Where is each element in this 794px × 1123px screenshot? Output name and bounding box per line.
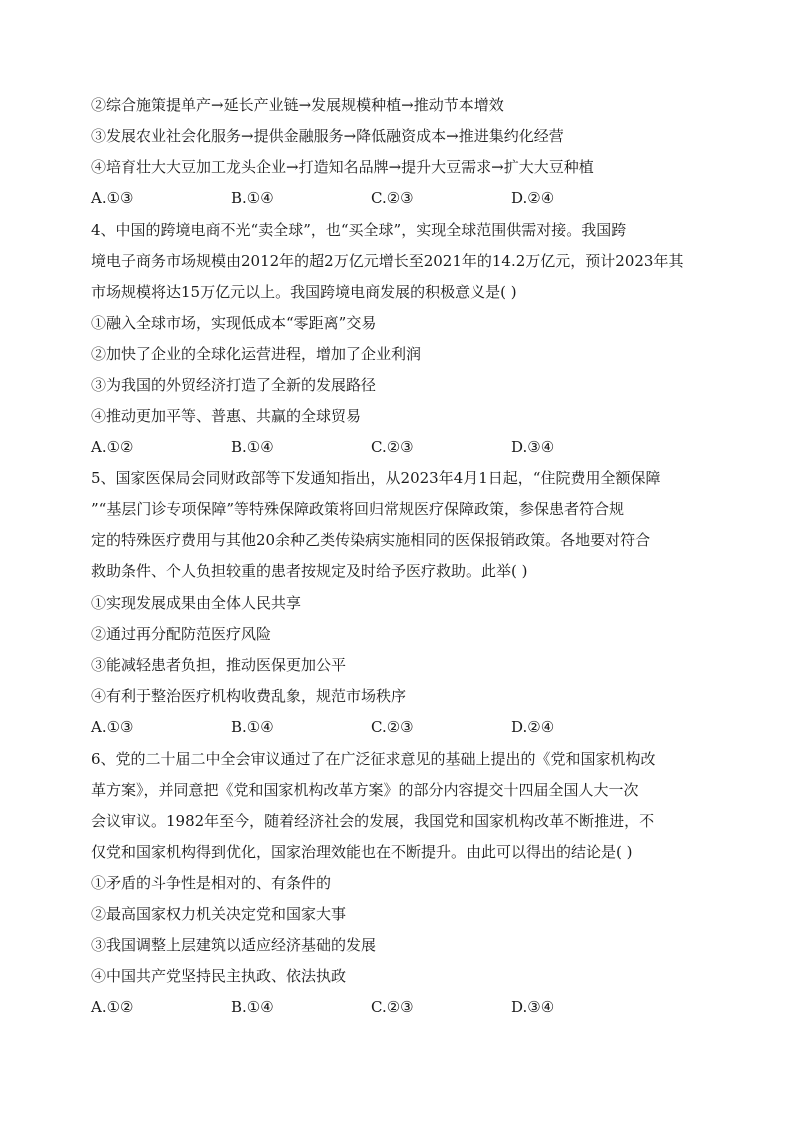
q4-option-d: D.③④ [511, 438, 555, 456]
q5-option-d: D.②④ [511, 718, 555, 736]
q4-choice-4: ④推动更加平等、普惠、共赢的全球贸易 [91, 407, 362, 425]
q4-stem-line-3: 市场规模将达15万亿元以上。我国跨境电商发展的积极意义是( ) [91, 283, 517, 301]
q5-choice-3: ③能减轻患者负担，推动医保更加公平 [91, 656, 347, 674]
q6-stem-line-1: 6、党的二十届二中全会审议通过了在广泛征求意见的基础上提出的《党和国家机构改 [91, 750, 656, 768]
q6-choice-1: ①矛盾的斗争性是相对的、有条件的 [91, 874, 332, 892]
q6-stem-line-4: 仅党和国家机构得到优化，国家治理效能也在不断提升。由此可以得出的结论是( ) [91, 843, 633, 861]
q6-choice-2: ②最高国家权力机关决定党和国家大事 [91, 905, 347, 923]
q3-choice-2: ②综合施策提单产→延长产业链→发展规模种植→推动节本增效 [91, 96, 504, 114]
q5-stem-line-1: 5、国家医保局会同财政部等下发通知指出，从2023年4月1日起，“住院费用全额保障 [91, 469, 661, 487]
q4-option-c: C.②③ [371, 438, 414, 456]
q5-stem-line-2: ”“基层门诊专项保障”等特殊保障政策将回归常规医疗保障政策，参保患者符合规 [91, 500, 625, 518]
q4-stem-line-2: 境电子商务市场规模由2012年的超2万亿元增长至2021年的14.2万亿元，预计2023年其 [91, 252, 684, 270]
q4-options [91, 437, 703, 457]
q5-option-b: B.①④ [231, 718, 274, 736]
q5-choice-2: ②通过再分配防范医疗风险 [91, 625, 272, 643]
q5-choice-1: ①实现发展成果由全体人民共享 [91, 594, 302, 612]
q4-option-a: A.①② [91, 438, 134, 456]
q3-option-b: B.①④ [231, 189, 274, 207]
q6-choice-3: ③我国调整上层建筑以适应经济基础的发展 [91, 936, 377, 954]
q5-stem-line-3: 定的特殊医疗费用与其他20余种乙类传染病实施相同的医保报销政策。各地要对符合 [91, 531, 651, 549]
q6-option-a: A.①② [91, 998, 134, 1016]
q3-option-c: C.②③ [371, 189, 414, 207]
q4-option-b: B.①④ [231, 438, 274, 456]
q5-choice-4: ④有利于整治医疗机构收费乱象，规范市场秩序 [91, 687, 407, 705]
q6-option-b: B.①④ [231, 998, 274, 1016]
q3-choice-3: ③发展农业社会化服务→提供金融服务→降低融资成本→推进集约化经营 [91, 127, 564, 145]
q4-choice-1: ①融入全球市场，实现低成本“零距离”交易 [91, 314, 377, 332]
q4-stem-line-1: 4、中国的跨境电商不光“卖全球”，也“买全球”，实现全球范围供需对接。我国跨 [91, 221, 627, 239]
q6-choice-4: ④中国共产党坚持民主执政、依法执政 [91, 967, 347, 985]
q5-option-a: A.①③ [91, 718, 134, 736]
q3-options [91, 188, 703, 208]
q4-choice-3: ③为我国的外贸经济打造了全新的发展路径 [91, 376, 377, 394]
q3-option-d: D.②④ [511, 189, 555, 207]
q5-option-c: C.②③ [371, 718, 414, 736]
q3-option-a: A.①③ [91, 189, 134, 207]
q3-choice-4: ④培育壮大大豆加工龙头企业→打造知名品牌→提升大豆需求→扩大大豆种植 [91, 158, 594, 176]
q6-stem-line-2: 革方案》，并同意把《党和国家机构改革方案》的部分内容提交十四届全国人大一次 [91, 781, 639, 799]
q4-choice-2: ②加快了企业的全球化运营进程，增加了企业利润 [91, 345, 422, 363]
q6-stem-line-3: 会议审议。1982年至今，随着经济社会的发展，我国党和国家机构改革不断推进，不 [91, 812, 655, 830]
q6-options [91, 997, 703, 1017]
q6-option-d: D.③④ [511, 998, 555, 1016]
q6-option-c: C.②③ [371, 998, 414, 1016]
q5-options [91, 717, 703, 737]
q5-stem-line-4: 救助条件、个人负担较重的患者按规定及时给予医疗救助。此举( ) [91, 562, 528, 580]
